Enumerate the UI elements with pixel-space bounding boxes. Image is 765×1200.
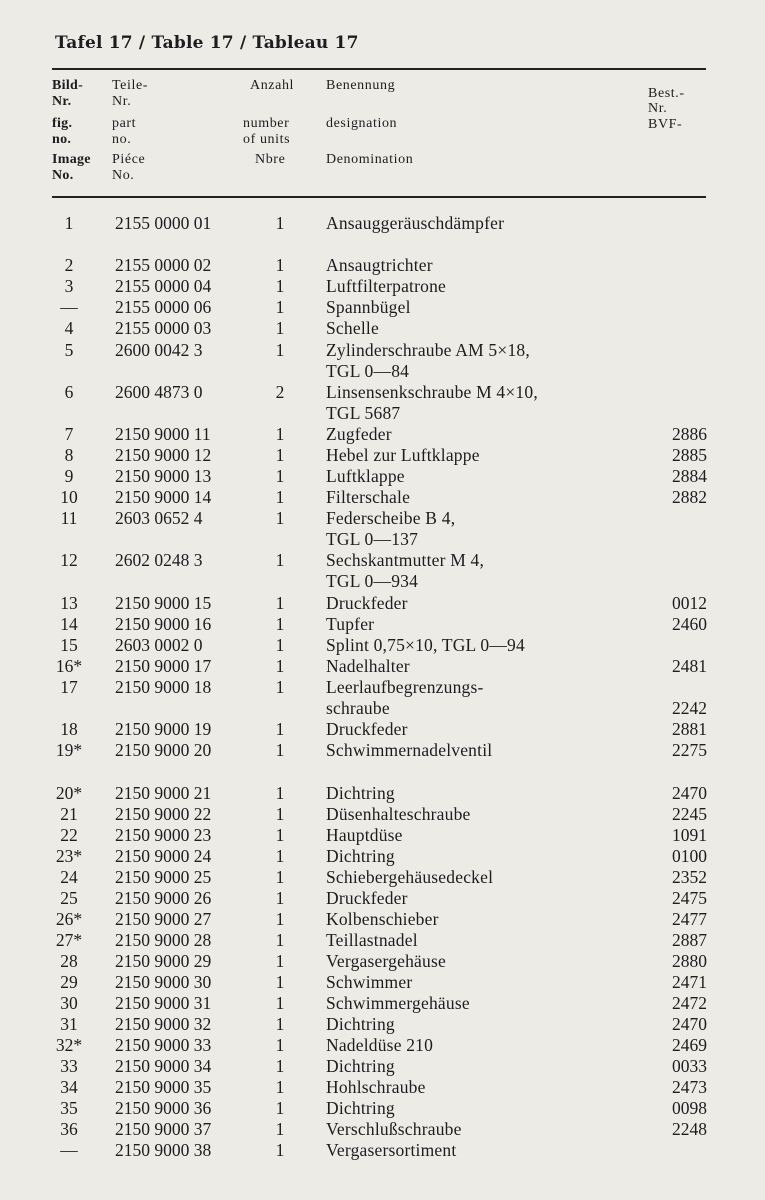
designation: Spannbügel bbox=[326, 297, 411, 317]
table-row bbox=[0, 635, 765, 656]
quantity: 1 bbox=[275, 1119, 285, 1139]
quantity: 1 bbox=[275, 951, 285, 971]
designation: Druckfeder bbox=[326, 593, 408, 613]
part-number: 2150 9000 23 bbox=[115, 825, 212, 845]
part-number: 2150 9000 30 bbox=[115, 972, 212, 992]
part-number: 2155 0000 02 bbox=[115, 255, 212, 275]
bvf-number: 2245 bbox=[672, 804, 707, 824]
part-number: 2150 9000 13 bbox=[115, 466, 212, 486]
fig-number: 21 bbox=[60, 804, 78, 824]
designation: TGL 0—934 bbox=[326, 571, 419, 591]
designation: Teillastnadel bbox=[326, 930, 418, 950]
table-row bbox=[0, 487, 765, 508]
header-fig-en: fig. bbox=[52, 116, 73, 131]
table-row bbox=[0, 698, 765, 719]
quantity: 1 bbox=[275, 846, 285, 866]
fig-number: 24 bbox=[60, 867, 78, 887]
table-row bbox=[0, 361, 765, 382]
header-bvf-best: Best.- bbox=[648, 86, 685, 101]
table-row bbox=[0, 424, 765, 445]
fig-number: 7 bbox=[64, 424, 74, 444]
designation: Vergasersortiment bbox=[326, 1140, 457, 1160]
header-fig-en-no: no. bbox=[52, 132, 72, 147]
designation: Filterschale bbox=[326, 487, 411, 507]
bvf-number: 2475 bbox=[672, 888, 707, 908]
quantity: 1 bbox=[275, 466, 285, 486]
quantity: 1 bbox=[275, 276, 285, 296]
fig-number: 27* bbox=[55, 930, 83, 950]
quantity: 1 bbox=[275, 340, 285, 360]
bvf-number: 0098 bbox=[672, 1098, 707, 1118]
part-number: 2155 0000 04 bbox=[115, 276, 212, 296]
header-name-de: Benennung bbox=[326, 78, 396, 93]
bvf-number: 2884 bbox=[672, 466, 707, 486]
part-number: 2150 9000 37 bbox=[115, 1119, 212, 1139]
table-row bbox=[0, 1056, 765, 1077]
table-row bbox=[0, 740, 765, 761]
designation: schraube bbox=[326, 698, 390, 718]
designation: Ansaugtrichter bbox=[326, 255, 433, 275]
part-number: 2150 9000 15 bbox=[115, 593, 212, 613]
bvf-number: 2470 bbox=[672, 1014, 707, 1034]
fig-number: 18 bbox=[60, 719, 78, 739]
designation: Zylinderschraube AM 5×18, bbox=[326, 340, 530, 360]
quantity: 1 bbox=[275, 783, 285, 803]
quantity: 2 bbox=[275, 382, 285, 402]
fig-number: 16* bbox=[55, 656, 83, 676]
quantity: 1 bbox=[275, 445, 285, 465]
header-part-de: Teile- bbox=[112, 78, 149, 93]
table-row bbox=[0, 276, 765, 297]
quantity: 1 bbox=[275, 677, 285, 697]
table-row bbox=[0, 255, 765, 276]
part-number: 2150 9000 31 bbox=[115, 993, 212, 1013]
designation: Hohlschraube bbox=[326, 1077, 426, 1097]
table-row bbox=[0, 297, 765, 318]
table-row bbox=[0, 930, 765, 951]
designation: Hebel zur Luftklappe bbox=[326, 445, 480, 465]
designation: TGL 5687 bbox=[326, 403, 401, 423]
header-name-fr: Denomination bbox=[326, 152, 414, 167]
table-row bbox=[0, 550, 765, 571]
designation: Kolbenschieber bbox=[326, 909, 439, 929]
quantity: 1 bbox=[275, 297, 285, 317]
designation: Ansauggeräuschdämpfer bbox=[326, 213, 505, 233]
bvf-number: 2880 bbox=[672, 951, 707, 971]
bvf-number: 2881 bbox=[672, 719, 707, 739]
part-number: 2150 9000 14 bbox=[115, 487, 212, 507]
quantity: 1 bbox=[275, 909, 285, 929]
fig-number: 23* bbox=[55, 846, 83, 866]
header-part-en-no: no. bbox=[112, 132, 132, 147]
table-row bbox=[0, 783, 765, 804]
header-part-en: part bbox=[112, 116, 137, 131]
header-qty-en: number bbox=[243, 116, 290, 131]
bvf-number: 0033 bbox=[672, 1056, 707, 1076]
fig-number: 25 bbox=[60, 888, 78, 908]
table-row bbox=[0, 571, 765, 592]
bvf-number: 0012 bbox=[672, 593, 707, 613]
fig-number: 15 bbox=[60, 635, 78, 655]
quantity: 1 bbox=[275, 740, 285, 760]
bvf-number: 2472 bbox=[672, 993, 707, 1013]
fig-number: 36 bbox=[60, 1119, 78, 1139]
fig-number: 6 bbox=[64, 382, 74, 402]
fig-number: 35 bbox=[60, 1098, 78, 1118]
fig-number: 29 bbox=[60, 972, 78, 992]
part-number: 2150 9000 38 bbox=[115, 1140, 212, 1160]
bvf-number: 2481 bbox=[672, 656, 707, 676]
quantity: 1 bbox=[275, 1140, 285, 1160]
quantity: 1 bbox=[275, 993, 285, 1013]
bvf-number: 2886 bbox=[672, 424, 707, 444]
designation: TGL 0—137 bbox=[326, 529, 419, 549]
part-number: 2600 0042 3 bbox=[115, 340, 203, 360]
part-number: 2150 9000 32 bbox=[115, 1014, 212, 1034]
part-number: 2150 9000 11 bbox=[115, 424, 211, 444]
quantity: 1 bbox=[275, 1098, 285, 1118]
quantity: 1 bbox=[275, 255, 285, 275]
header-top-rule bbox=[52, 68, 706, 70]
bvf-number: 2248 bbox=[672, 1119, 707, 1139]
quantity: 1 bbox=[275, 656, 285, 676]
fig-number: 8 bbox=[64, 445, 74, 465]
quantity: 1 bbox=[275, 888, 285, 908]
designation: Luftfilterpatrone bbox=[326, 276, 447, 296]
table-row bbox=[0, 466, 765, 487]
bvf-number: 2242 bbox=[672, 698, 707, 718]
table-row bbox=[0, 318, 765, 339]
bvf-number: 2477 bbox=[672, 909, 707, 929]
quantity: 1 bbox=[275, 318, 285, 338]
quantity: 1 bbox=[275, 487, 285, 507]
designation: Luftklappe bbox=[326, 466, 405, 486]
table-row bbox=[0, 951, 765, 972]
designation: TGL 0—84 bbox=[326, 361, 410, 381]
quantity: 1 bbox=[275, 1056, 285, 1076]
fig-number: — bbox=[60, 297, 78, 317]
header-bvf-bvf: BVF- bbox=[648, 117, 683, 132]
quantity: 1 bbox=[275, 867, 285, 887]
part-number: 2150 9000 16 bbox=[115, 614, 212, 634]
designation: Schwimmer bbox=[326, 972, 413, 992]
fig-number: 17 bbox=[60, 677, 78, 697]
table-row bbox=[0, 846, 765, 867]
designation: Schelle bbox=[326, 318, 379, 338]
bvf-number: 2471 bbox=[672, 972, 707, 992]
quantity: 1 bbox=[275, 972, 285, 992]
part-number: 2150 9000 24 bbox=[115, 846, 212, 866]
quantity: 1 bbox=[275, 213, 285, 233]
part-number: 2150 9000 25 bbox=[115, 867, 212, 887]
designation: Federscheibe B 4, bbox=[326, 508, 456, 528]
part-number: 2150 9000 27 bbox=[115, 909, 212, 929]
table-row bbox=[0, 213, 765, 234]
designation: Vergasergehäuse bbox=[326, 951, 446, 971]
fig-number: 5 bbox=[64, 340, 74, 360]
quantity: 1 bbox=[275, 804, 285, 824]
fig-number: 26* bbox=[55, 909, 83, 929]
table-row bbox=[0, 825, 765, 846]
part-number: 2155 0000 06 bbox=[115, 297, 212, 317]
fig-number: 1 bbox=[64, 213, 74, 233]
designation: Dichtring bbox=[326, 846, 395, 866]
header-part-fr: Piéce bbox=[112, 152, 146, 167]
table-row bbox=[0, 508, 765, 529]
bvf-number: 0100 bbox=[672, 846, 707, 866]
part-number: 2155 0000 03 bbox=[115, 318, 212, 338]
table-row bbox=[0, 909, 765, 930]
fig-number: 20* bbox=[55, 783, 83, 803]
header-part-fr-no: No. bbox=[112, 168, 135, 183]
header-name-en: designation bbox=[326, 116, 398, 131]
part-number: 2603 0652 4 bbox=[115, 508, 203, 528]
table-row bbox=[0, 529, 765, 550]
part-number: 2603 0002 0 bbox=[115, 635, 203, 655]
table-row bbox=[0, 382, 765, 403]
designation: Schwimmernadelventil bbox=[326, 740, 493, 760]
header-bvf-nr: Nr. bbox=[648, 101, 668, 116]
bvf-number: 2470 bbox=[672, 783, 707, 803]
designation: Leerlaufbegrenzungs- bbox=[326, 677, 484, 697]
quantity: 1 bbox=[275, 719, 285, 739]
bvf-number: 2882 bbox=[672, 487, 707, 507]
fig-number: 4 bbox=[64, 318, 74, 338]
designation: Nadeldüse 210 bbox=[326, 1035, 434, 1055]
page-title: Tafel 17 / Table 17 / Tableau 17 bbox=[55, 33, 359, 53]
bvf-number: 2473 bbox=[672, 1077, 707, 1097]
part-number: 2150 9000 33 bbox=[115, 1035, 212, 1055]
designation: Sechskantmutter M 4, bbox=[326, 550, 485, 570]
fig-number: 22 bbox=[60, 825, 78, 845]
quantity: 1 bbox=[275, 825, 285, 845]
header-fig-de-nr: Nr. bbox=[52, 94, 72, 109]
fig-number: 9 bbox=[64, 466, 74, 486]
header-qty-en-units: of units bbox=[243, 132, 291, 147]
quantity: 1 bbox=[275, 930, 285, 950]
designation: Schiebergehäusedeckel bbox=[326, 867, 494, 887]
bvf-number: 1091 bbox=[672, 825, 707, 845]
quantity: 1 bbox=[275, 635, 285, 655]
part-number: 2150 9000 12 bbox=[115, 445, 212, 465]
part-number: 2150 9000 20 bbox=[115, 740, 212, 760]
table-row bbox=[0, 888, 765, 909]
part-number: 2602 0248 3 bbox=[115, 550, 203, 570]
fig-number: 32* bbox=[55, 1035, 83, 1055]
part-number: 2150 9000 26 bbox=[115, 888, 212, 908]
part-number: 2150 9000 28 bbox=[115, 930, 212, 950]
header-fig-fr-no: No. bbox=[52, 168, 74, 183]
part-number: 2150 9000 18 bbox=[115, 677, 212, 697]
fig-number: 14 bbox=[60, 614, 78, 634]
fig-number: 11 bbox=[60, 508, 78, 528]
table-row bbox=[0, 993, 765, 1014]
part-number: 2600 4873 0 bbox=[115, 382, 203, 402]
part-number: 2150 9000 34 bbox=[115, 1056, 212, 1076]
fig-number: 19* bbox=[55, 740, 83, 760]
table-row bbox=[0, 1140, 765, 1161]
table-row bbox=[0, 593, 765, 614]
designation: Zugfeder bbox=[326, 424, 392, 444]
quantity: 1 bbox=[275, 550, 285, 570]
table-row bbox=[0, 445, 765, 466]
table-row bbox=[0, 719, 765, 740]
bvf-number: 2469 bbox=[672, 1035, 707, 1055]
bvf-number: 2460 bbox=[672, 614, 707, 634]
table-row bbox=[0, 677, 765, 698]
designation: Linsensenkschraube M 4×10, bbox=[326, 382, 538, 402]
designation: Dichtring bbox=[326, 1098, 395, 1118]
table-row bbox=[0, 804, 765, 825]
designation: Schwimmergehäuse bbox=[326, 993, 470, 1013]
table-row bbox=[0, 340, 765, 361]
table-row bbox=[0, 1014, 765, 1035]
part-number: 2150 9000 29 bbox=[115, 951, 212, 971]
fig-number: 31 bbox=[60, 1014, 78, 1034]
quantity: 1 bbox=[275, 1077, 285, 1097]
table-row bbox=[0, 867, 765, 888]
designation: Nadelhalter bbox=[326, 656, 410, 676]
designation: Splint 0,75×10, TGL 0—94 bbox=[326, 635, 525, 655]
bvf-number: 2885 bbox=[672, 445, 707, 465]
designation: Düsenhalteschraube bbox=[326, 804, 471, 824]
table-row bbox=[0, 1077, 765, 1098]
fig-number: 28 bbox=[60, 951, 78, 971]
fig-number: 3 bbox=[64, 276, 74, 296]
part-number: 2150 9000 35 bbox=[115, 1077, 212, 1097]
table-row bbox=[0, 614, 765, 635]
designation: Dichtring bbox=[326, 1056, 395, 1076]
quantity: 1 bbox=[275, 593, 285, 613]
quantity: 1 bbox=[275, 614, 285, 634]
fig-number: 10 bbox=[60, 487, 78, 507]
designation: Tupfer bbox=[326, 614, 375, 634]
fig-number: 2 bbox=[64, 255, 74, 275]
header-qty-fr: Nbre bbox=[255, 152, 286, 167]
part-number: 2150 9000 19 bbox=[115, 719, 212, 739]
quantity: 1 bbox=[275, 424, 285, 444]
designation: Hauptdüse bbox=[326, 825, 403, 845]
fig-number: 34 bbox=[60, 1077, 78, 1097]
designation: Dichtring bbox=[326, 783, 395, 803]
quantity: 1 bbox=[275, 1014, 285, 1034]
table-row bbox=[0, 1119, 765, 1140]
part-number: 2150 9000 21 bbox=[115, 783, 212, 803]
designation: Verschlußschraube bbox=[326, 1119, 462, 1139]
designation: Druckfeder bbox=[326, 719, 408, 739]
table-row bbox=[0, 656, 765, 677]
table-row bbox=[0, 1098, 765, 1119]
fig-number: 12 bbox=[60, 550, 78, 570]
table-row bbox=[0, 403, 765, 424]
fig-number: 33 bbox=[60, 1056, 78, 1076]
fig-number: 30 bbox=[60, 993, 78, 1013]
bvf-number: 2887 bbox=[672, 930, 707, 950]
table-row bbox=[0, 1035, 765, 1056]
quantity: 1 bbox=[275, 1035, 285, 1055]
header-bottom-rule bbox=[52, 196, 706, 198]
part-number: 2150 9000 17 bbox=[115, 656, 212, 676]
bvf-number: 2352 bbox=[672, 867, 707, 887]
part-number: 2155 0000 01 bbox=[115, 213, 212, 233]
fig-number: — bbox=[60, 1140, 78, 1160]
table-row bbox=[0, 972, 765, 993]
header-qty-de: Anzahl bbox=[250, 78, 295, 93]
fig-number: 13 bbox=[60, 593, 78, 613]
designation: Druckfeder bbox=[326, 888, 408, 908]
header-fig-de: Bild- bbox=[52, 78, 84, 93]
bvf-number: 2275 bbox=[672, 740, 707, 760]
header-part-de-nr: Nr. bbox=[112, 94, 132, 109]
part-number: 2150 9000 22 bbox=[115, 804, 212, 824]
designation: Dichtring bbox=[326, 1014, 395, 1034]
part-number: 2150 9000 36 bbox=[115, 1098, 212, 1118]
quantity: 1 bbox=[275, 508, 285, 528]
header-fig-fr: Image bbox=[52, 152, 91, 167]
